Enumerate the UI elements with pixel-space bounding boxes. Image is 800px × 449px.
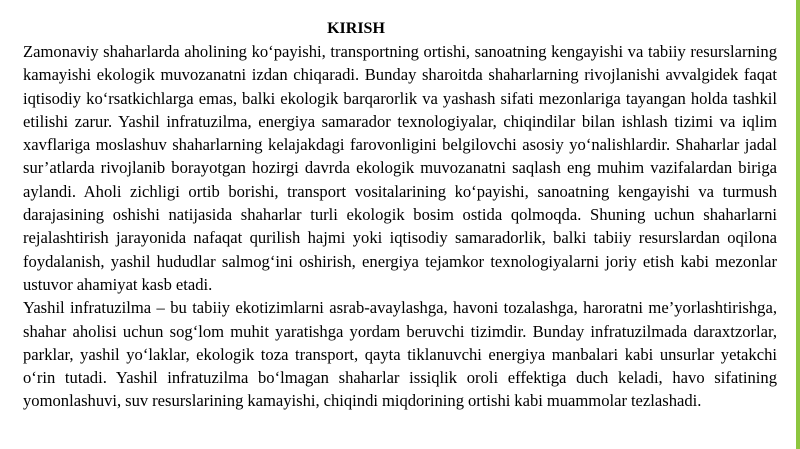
page-title: KIRISH [327,20,385,37]
paragraph-1: Zamonaviy shaharlarda aholining ko‘payishi, transportning ortishi, sanoatning kengayishi va tabiiy resurslarning kamayishi ekologik muvozanatni izdan chiqaradi. Bunday sharoitda shaharlarning rivojlanishi avvalgidek faqat iqtisodiy ko‘rsatkichlarga emas, balki ekologik barqarorlik va yashash sifati mezonlariga tayangan holda tashkil etilishi zarur. Yashil infratuzilma, energiya samarador texnologiyalar, chiqindilar bilan ishlash tizimi va iqlim xavflariga moslashuv shaharlarning kelajakdagi farovonligini belgilovchi asosiy yo‘nalishlardir. Shaharlar jadal sur’atlarda rivojlanib borayotgan hozirgi davrda ekologik muvozanatni saqlash eng muhim vazifalardan biriga aylandi. Aholi zichligi ortib borishi, transport vositalarining ko‘payishi, sanoatning kengayishi va turmush darajasining oshishi natijasida shaharlar turli ekologik bosim ostida qolmoqda. Shuning uchun shaharlarni rejalashtirish jarayonida nafaqat qurilish hajmi yoki iqtisodiy samaradorlik, balki tabiiy resurslardan oqilona foydalanish, yashil hududlar salmog‘ini oshirish, energiya tejamkor texnologiyalarni joriy etish kabi mezonlar ustuvor ahamiyat kasb etadi. [23,42,777,294]
paragraph-2: Yashil infratuzilma – bu tabiiy ekotizimlarni asrab-avaylashga, havoni tozalashga, haroratni me’yorlashtirishga, shahar aholisi uchun sog‘lom muhit yaratishga yordam beruvchi tizimdir. Bunday infratuzilmada daraxtzorlar, parklar, yashil yo‘laklar, ekologik toza transport, qayta tiklanuvchi energiya manbalari kabi unsurlar yetakchi o‘rin tutadi. Yashil infratuzilma bo‘lmagan shaharlar issiqlik oroli effektiga duch keladi, havo sifatining yomonlashuvi, suv resurslarining kamayishi, chiqindi miqdorining ortishi kabi muammolar tezlashadi. [23,298,777,411]
accent-bar [796,0,800,449]
document-body [23,40,777,413]
